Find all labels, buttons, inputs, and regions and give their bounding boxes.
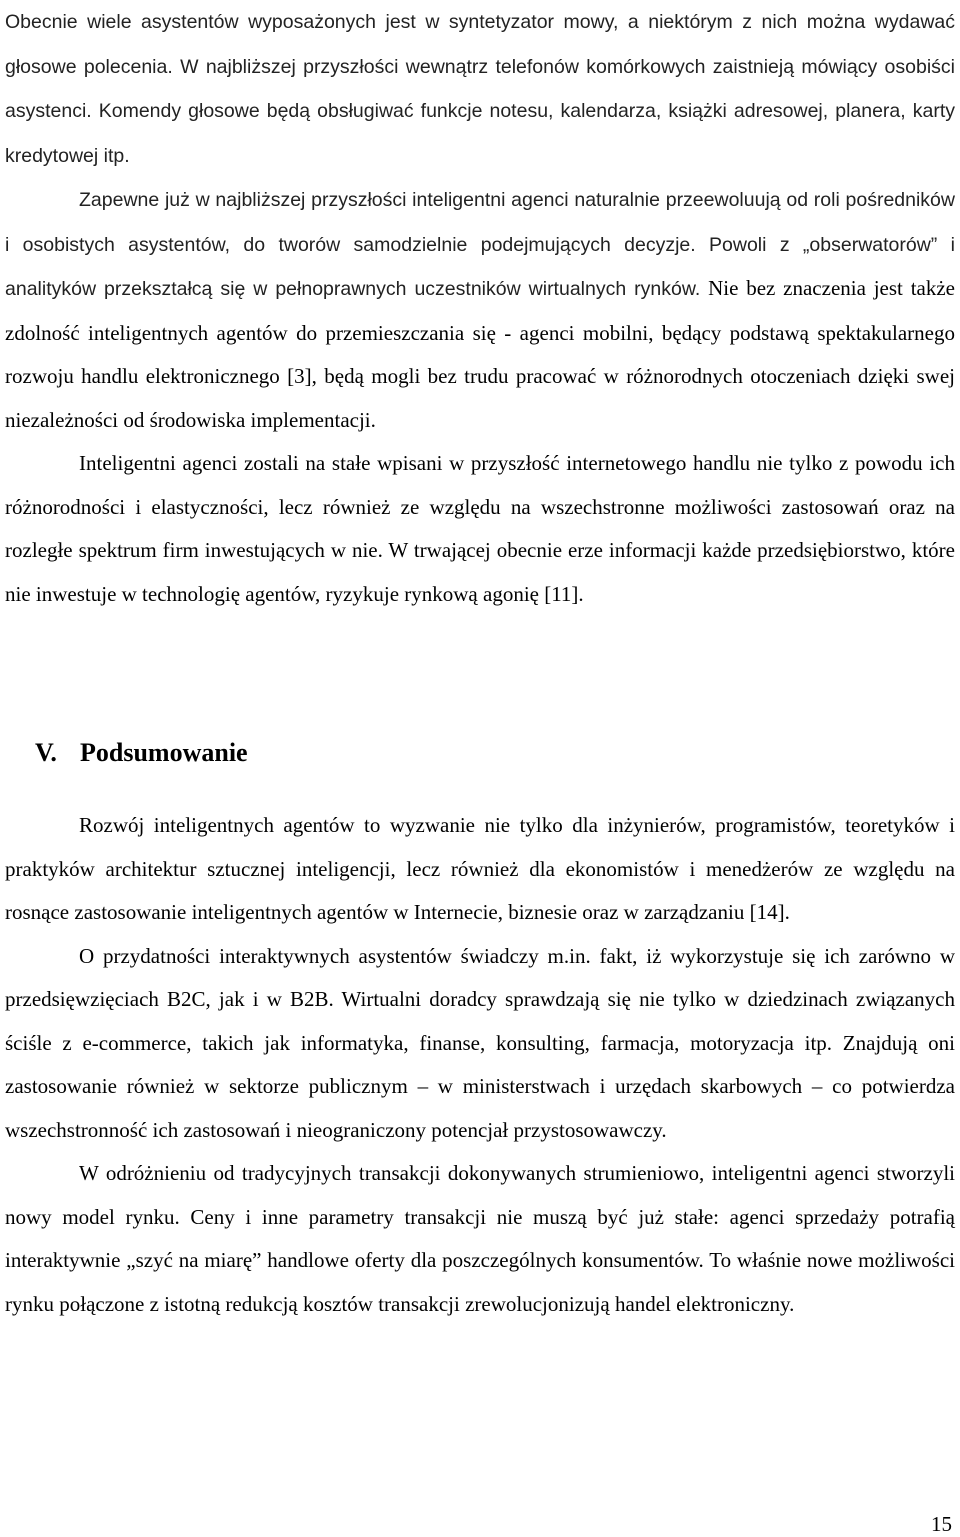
- body-text-bottom: [5, 804, 955, 1326]
- section-number: V.: [35, 738, 57, 767]
- paragraph-text: W odróżnieniu od tradycyjnych transakcji dokonywanych strumieniowo, inteligentni agenci stworzyli nowy model rynku. Ceny i inne parametry transakcji nie muszą być już stałe: agenci sprzedaży potrafią interaktywnie „szyć na miarę” handlowe oferty dla poszczególnych konsumentów. To właśnie nowe możliwości rynku połączone z istotną redukcją kosztów transakcji zrewolucjonizują handel elektroniczny.: [5, 1161, 955, 1316]
- paragraph-agents-evolution: [5, 178, 955, 442]
- paragraph-text: Zapewne już w najbliższej przyszłości inteligentni agenci naturalnie przeewoluują od roli pośredników i osobistych asystentów, do tworów samodzielnie podejmujących decyzje. Powoli z „obserwatorów” i analityków przekształcą się w pełnoprawnych uczestników wirtualnych rynków.: [5, 189, 955, 300]
- paragraph-text: Inteligentni agenci zostali na stałe wpisani w przyszłość internetowego handlu nie tylko z powodu ich różnorodności i elastyczności, lecz również ze względu na wszechstronne możliwości zastosowań oraz na rozległe spektrum firm inwestujących w nie. W trwającej obecnie erze informacji każde przedsiębiorstwo, które nie inwestuje w technologię agentów, ryzykuje rynkową agonię [11].: [5, 451, 955, 606]
- page-number: 15: [931, 1512, 952, 1536]
- paragraph-text: O przydatności interaktywnych asystentów świadczy m.in. fakt, iż wykorzystuje się ich zarówno w przedsięwzięciach B2C, jak i w B2B. Wirtualni doradcy sprawdzają się nie tylko w dziedzinach związanych ściśle z e-commerce, takich jak informatyka, finanse, konsulting, farmacja, motoryzacja itp. Znajdują oni zastosowanie również w sektorze publicznym – w ministerstwach i urzędach skarbowych – co potwierdza wszechstronność ich zastosowań i nieograniczony potencjał przystosowawczy.: [5, 943, 955, 1142]
- section-title: Podsumowanie: [80, 738, 248, 767]
- paragraph-text: Obecnie wiele asystentów wyposażonych jest w syntetyzator mowy, a niektórym z nich można wydawać głosowe polecenia. W najbliższej przyszłości wewnątrz telefonów komórkowych zaistnieją mówiący osobiści asystenci. Komendy głosowe będą obsługiwać funkcje notesu, kalendarza, książki adresowej, planera, karty kredytowej itp.: [5, 11, 955, 167]
- paragraph-voice-assistants: [5, 0, 955, 178]
- paragraph-text: Rozwój inteligentnych agentów to wyzwanie nie tylko dla inżynierów, programistów, teoretyków i praktyków architektur sztucznej inteligencji, lecz również dla ekonomistów i menedżerów ze względu na rosnące zastosowanie inteligentnych agentów w Internecie, biznesie oraz w zarządzaniu [14].: [5, 813, 955, 924]
- section-heading: [35, 733, 248, 773]
- body-text-top: [5, 0, 955, 616]
- paragraph-text: Nie bez znaczenia jest także zdolność inteligentnych agentów do przemieszczania się - agenci mobilni, będący podstawą spektakularnego rozwoju handlu elektronicznego [3], będą mogli bez trudu pracować w różnorodnych otoczeniach dzięki swej niezależności od środowiska implementacji.: [5, 276, 955, 432]
- paragraph-summary-usefulness: [5, 935, 955, 1153]
- paragraph-summary-market-model: [5, 1152, 955, 1326]
- paragraph-summary-development: [5, 804, 955, 935]
- paragraph-agents-future: [5, 442, 955, 616]
